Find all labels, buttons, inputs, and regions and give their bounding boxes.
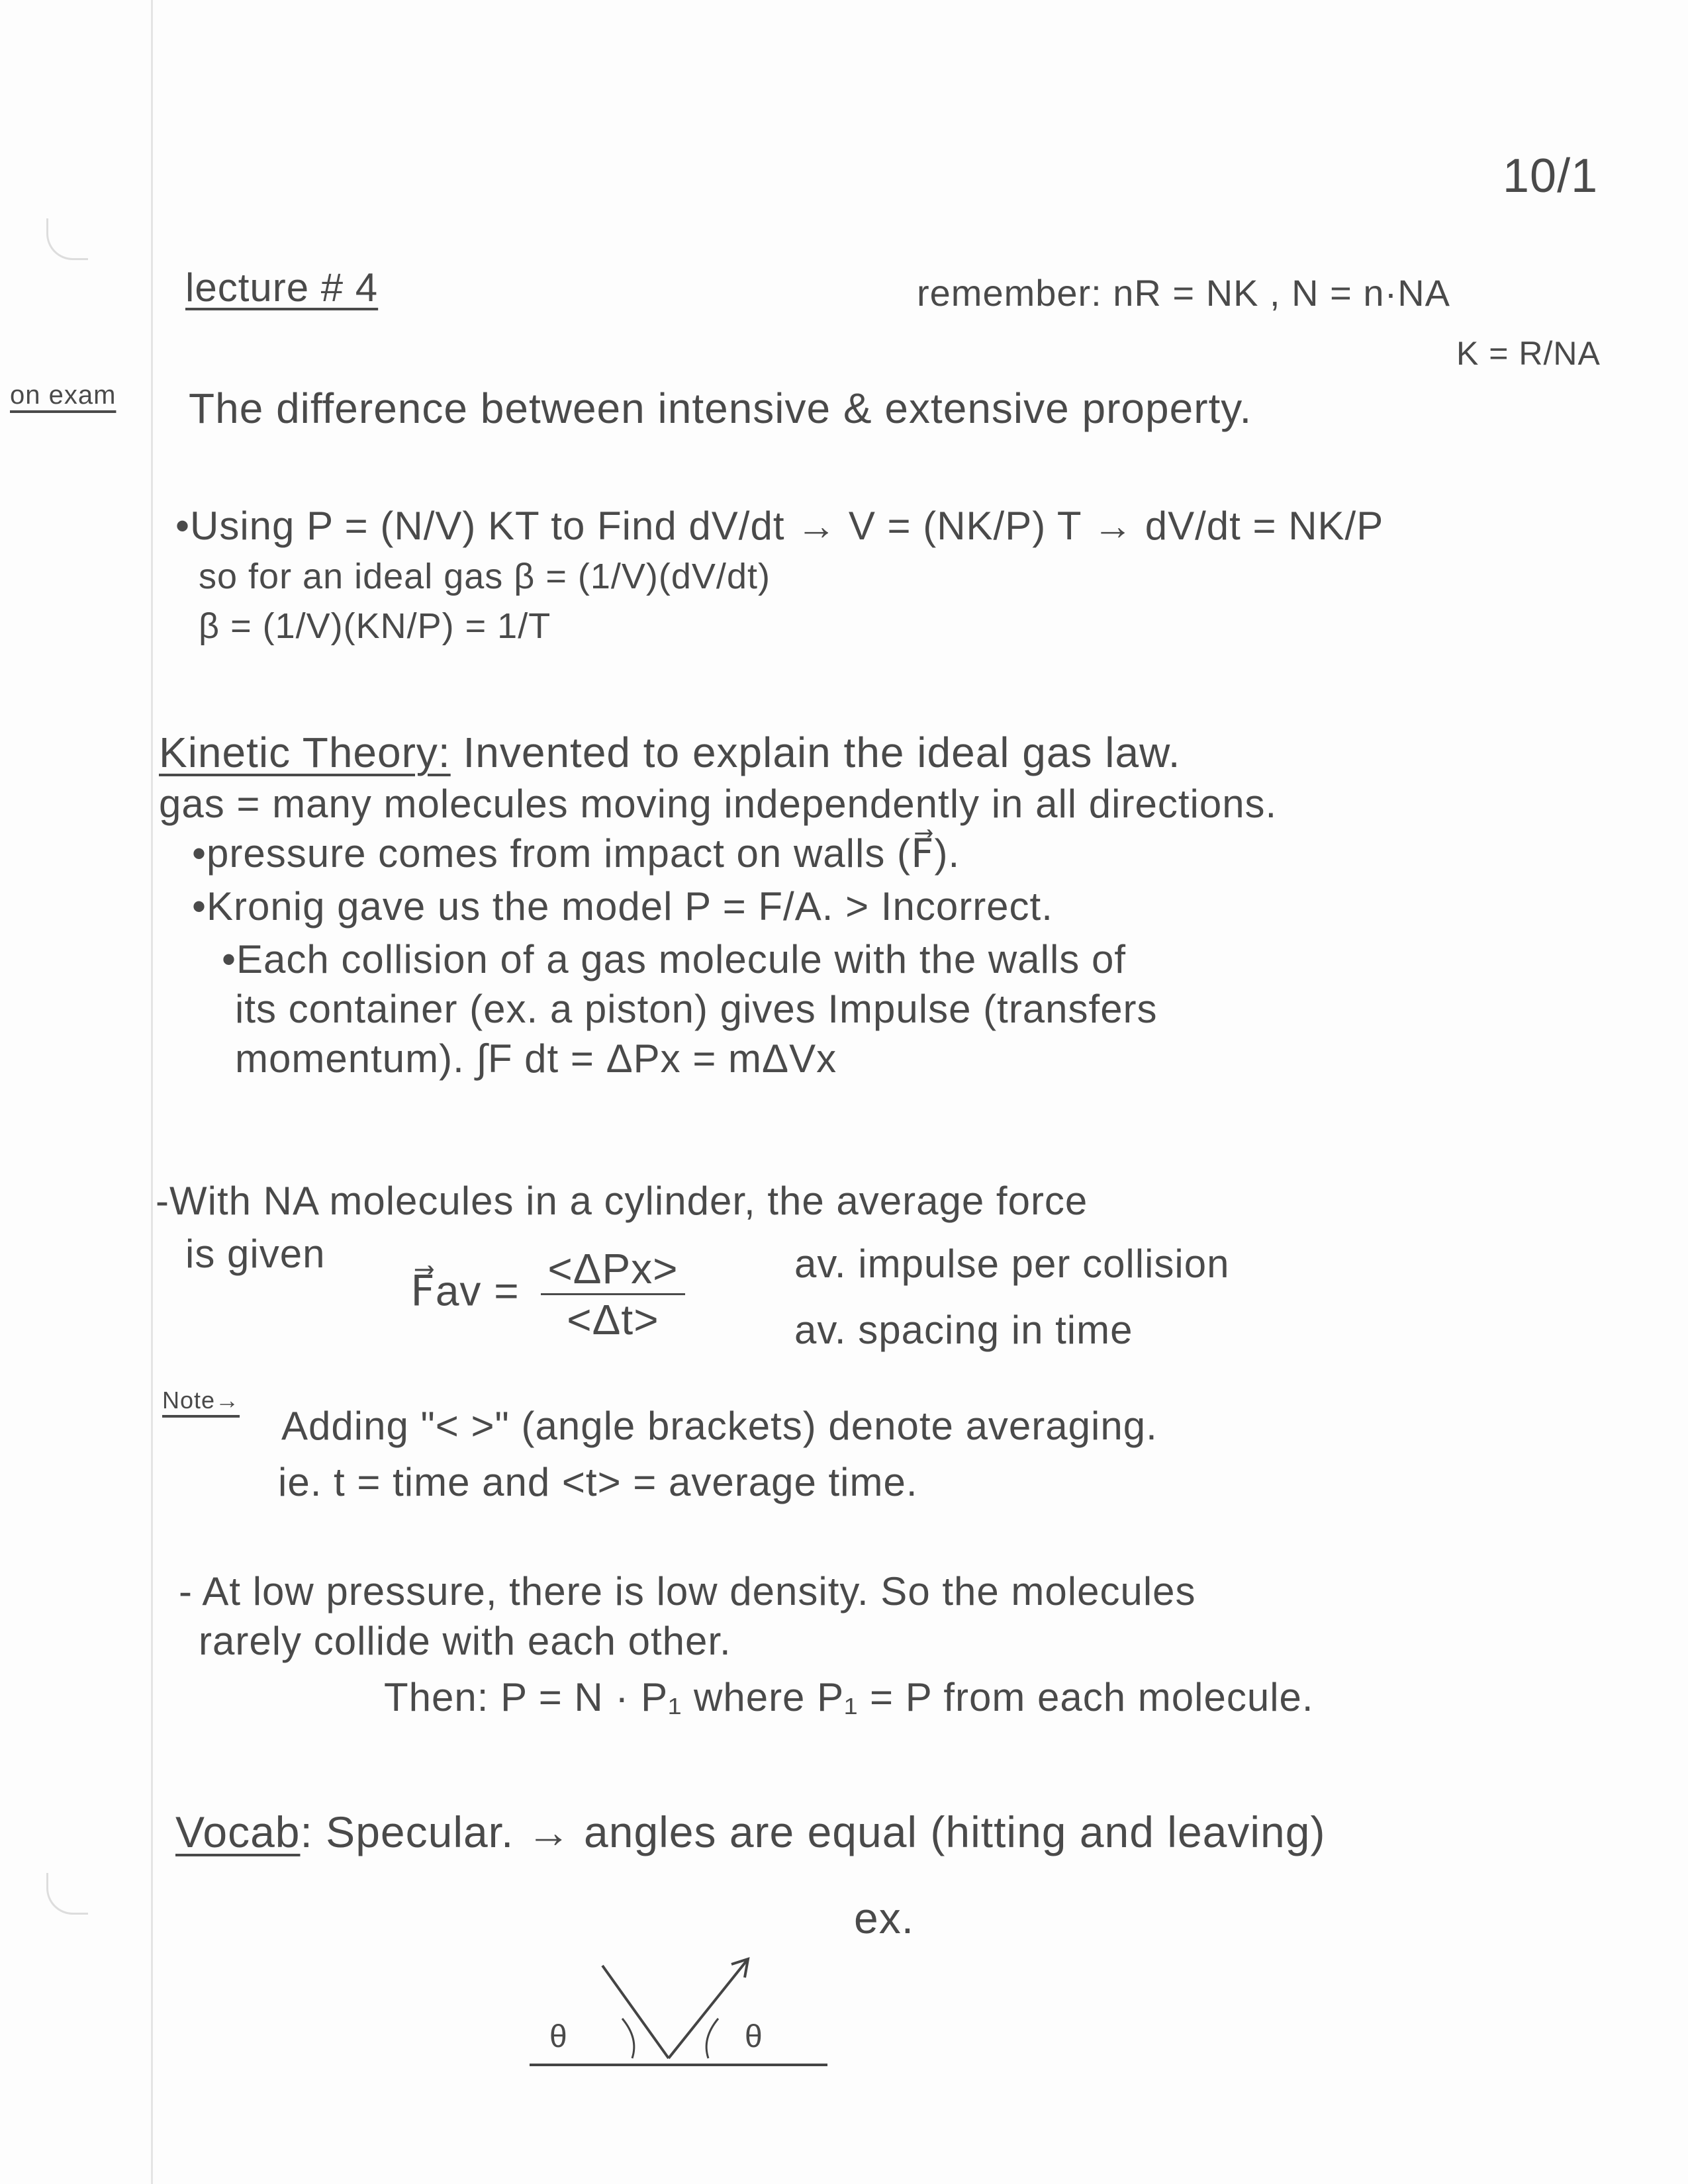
spacing-note: av. spacing in time xyxy=(794,1308,1133,1352)
remember-note: remember: nR = NK , N = n·NA xyxy=(917,272,1451,314)
fav-symbol: F⃗av = xyxy=(410,1267,520,1315)
kinetic-theory-text: Invented to explain the ideal gas law. xyxy=(450,729,1181,776)
beta-line: β = (1/V)(KN/P) = 1/T xyxy=(199,606,551,646)
pressure-bullet: •pressure comes from impact on walls (F⃗). xyxy=(192,831,961,876)
kinetic-theory-line xyxy=(159,728,1181,777)
example-label: ex. xyxy=(854,1893,915,1942)
note-label: Note→ xyxy=(162,1387,240,1414)
kronig-bullet: •Kronig gave us the model P = F/A. > Incorrect. xyxy=(192,884,1053,929)
date: 10/1 xyxy=(1503,150,1599,203)
incident-angle-arc xyxy=(622,2019,634,2058)
reflected-ray xyxy=(669,1959,748,2058)
fav-denominator: <Δt> xyxy=(567,1296,659,1343)
vocab-label: Vocab xyxy=(175,1807,301,1856)
with-na-line: -With NA molecules in a cylinder, the average force xyxy=(156,1179,1088,1223)
is-given-line: is given xyxy=(185,1232,326,1276)
ideal-gas-line: so for an ideal gas β = (1/V)(dV/dt) xyxy=(199,557,771,596)
punch-hole xyxy=(46,1873,88,1915)
lecture-title: lecture # 4 xyxy=(185,265,379,310)
gas-definition: gas = many molecules moving independently in all directions. xyxy=(159,782,1278,826)
specular-reflection-diagram xyxy=(516,1939,847,2085)
margin-line xyxy=(151,0,153,2184)
momentum-line: momentum). ∫F dt = ΔPx = mΔVx xyxy=(235,1036,837,1081)
fav-fraction xyxy=(541,1244,684,1344)
fav-numerator: <ΔPx> xyxy=(541,1244,684,1295)
then-line: Then: P = N · P₁ where P₁ = P from each molecule. xyxy=(384,1675,1314,1719)
k-definition: K = R/NA xyxy=(1456,335,1601,372)
kinetic-theory-heading: Kinetic Theory: xyxy=(159,729,451,776)
rarely-line: rarely collide with each other. xyxy=(199,1619,731,1663)
vocab-line xyxy=(175,1807,1325,1857)
container-line: its container (ex. a piston) gives Impulse (transfers xyxy=(235,987,1158,1031)
theta-left: θ xyxy=(549,2019,568,2054)
using-line: •Using P = (N/V) KT to Find dV/dt → V = (NK/P) T → dV/dt = NK/P xyxy=(175,504,1384,548)
reflected-angle-arc xyxy=(706,2019,718,2058)
incident-ray xyxy=(602,1966,669,2058)
collision-bullet: •Each collision of a gas molecule with the walls of xyxy=(222,937,1126,981)
difference-line: The difference between intensive & extensive property. xyxy=(189,385,1252,432)
punch-hole xyxy=(46,218,88,260)
impulse-note: av. impulse per collision xyxy=(794,1242,1230,1286)
adding-line: Adding "< >" (angle brackets) denote averaging. xyxy=(281,1404,1158,1448)
fav-equation xyxy=(410,1244,694,1344)
low-pressure-line: - At low pressure, there is low density. So the molecules xyxy=(179,1569,1196,1614)
vocab-text: : Specular. → angles are equal (hitting and leaving) xyxy=(300,1807,1326,1856)
theta-right: θ xyxy=(745,2019,763,2054)
on-exam-label: on exam xyxy=(10,381,117,410)
ie-line: ie. t = time and <t> = average time. xyxy=(278,1460,918,1504)
